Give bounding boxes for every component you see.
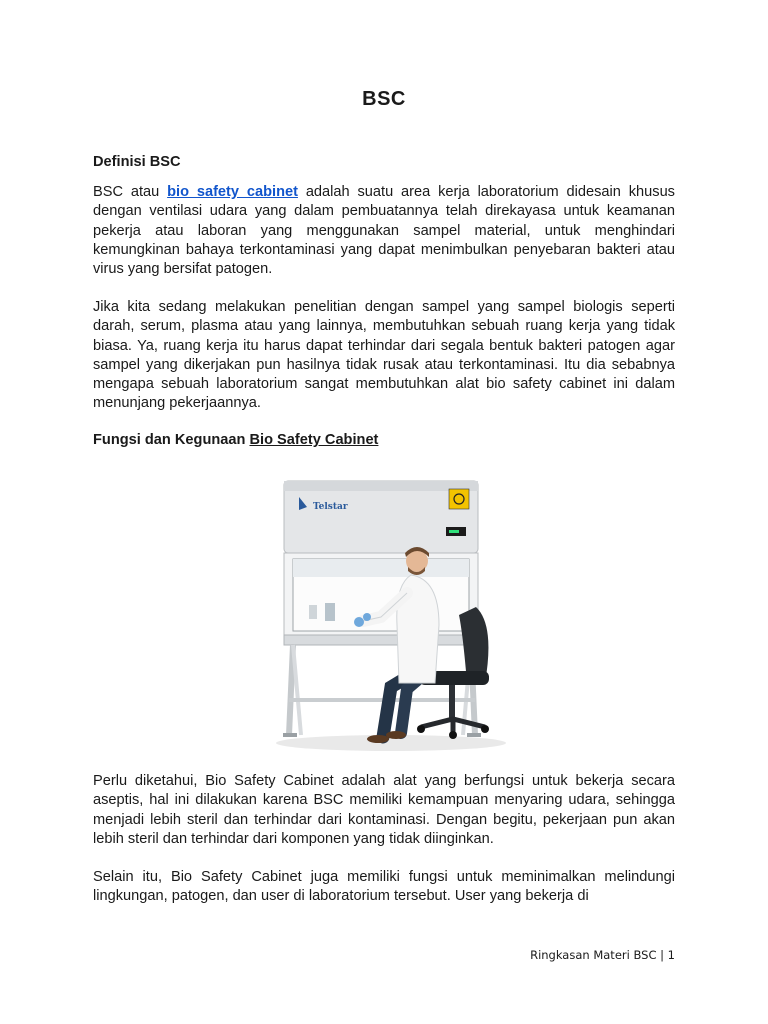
heading-fungsi	[93, 432, 378, 448]
telstar-logo: Telstar	[313, 502, 348, 512]
heading-definisi: Definisi BSC	[93, 154, 181, 170]
bio-safety-cabinet-link[interactable]: bio safety cabinet	[167, 184, 298, 200]
heading-fungsi-lead: Fungsi dan Kegunaan	[93, 432, 250, 448]
paragraph-definition	[93, 183, 675, 279]
paragraph-selain-itu: Selain itu, Bio Safety Cabinet juga memiliki fungsi untuk meminimalkan melindungi lingkungan, patogen, dan user di laboratorium tersebut. User yang bekerja di	[93, 869, 675, 905]
bsc-cabinet-image	[271, 475, 509, 755]
p1-lead: BSC atau	[93, 184, 168, 200]
page-title: BSC	[362, 88, 406, 110]
paragraph-research: Jika kita sedang melakukan penelitian dengan sampel yang sampel biologis seperti darah, serum, plasma atau yang lainnya, membutuhkan sebuah ruang kerja yang tidak biasa. Ya, ruang kerja itu harus dapat terhindar dari segala bentuk bakteri patogen agar sampel yang dikerjakan pun hasilnya tidak rusak atau terkontaminasi. Itu dia sebabnya mengapa sebuah laboratorium sangat membutuhkan alat bio safety cabinet ini dalam menunjang pekerjaannya.	[93, 299, 675, 412]
page-footer: Ringkasan Materi BSC | 1	[530, 948, 675, 962]
paragraph-perlu-diketahui: Perlu diketahui, Bio Safety Cabinet adalah alat yang berfungsi untuk bekerja secara aseptis, hal ini dilakukan karena BSC memiliki kemampuan menyaring udara, sehingga menjadi lebih steril dan terhindar dari kontaminasi. Dengan begitu, pekerjaan pun akan lebih steril dan terhindar dari komponen yang tidak diinginkan.	[93, 773, 675, 847]
p1-rest: adalah suatu area kerja laboratorium didesain khusus dengan ventilasi udara yang dalam pembuatannya telah direkayasa untuk keamanan pekerja atau laboran yang menggunakan sampel material, untuk menghindari kemungkinan bahaya terkontaminasi yang dapat menimbulkan penyebaran bakteri atau virus yang bersifat patogen.	[93, 184, 675, 278]
bio-safety-cabinet-heading-link[interactable]: Bio Safety Cabinet	[249, 432, 379, 448]
bsc-illustration	[271, 475, 509, 755]
